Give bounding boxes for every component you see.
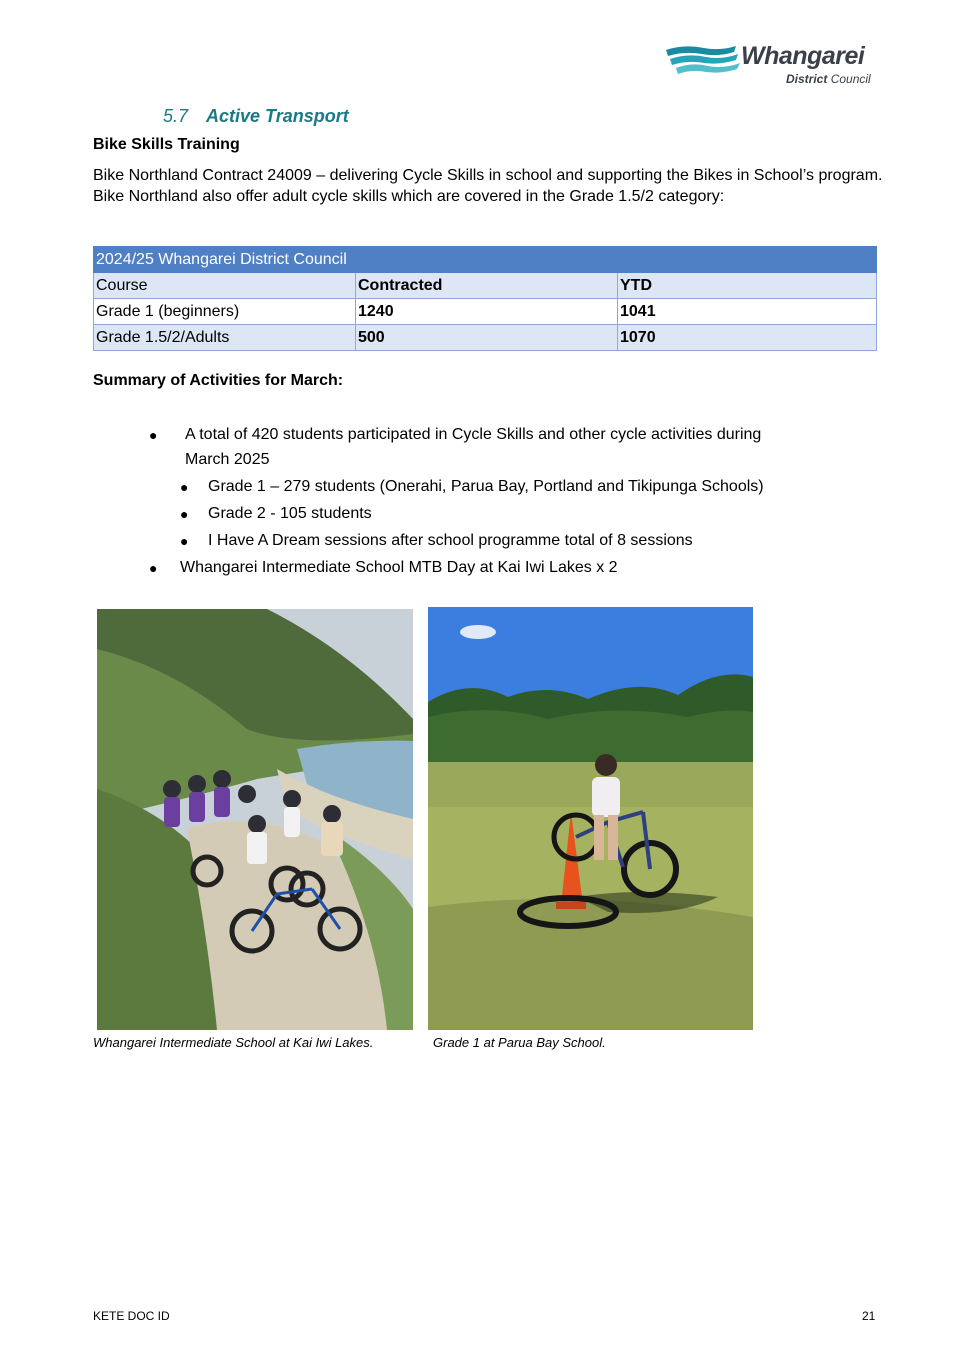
- photo-parua-bay: [428, 607, 753, 1030]
- bullet-icon: ●: [149, 427, 158, 443]
- council-logo: [664, 40, 884, 92]
- intro-paragraph: Bike Northland Contract 24009 – delivering Cycle Skills in school and supporting the Bikes in School’s program. Bike Northland also offer adult cycle skills which are covered in the Grade 1.5/2 category:: [93, 167, 883, 205]
- kai-iwi-lakes-illustration: [97, 609, 413, 1030]
- course-table: [93, 246, 877, 351]
- table-cell: Grade 1 (beginners): [94, 299, 356, 325]
- subheading: Bike Skills Training: [93, 136, 240, 153]
- summary-heading: Summary of Activities for March:: [93, 372, 344, 389]
- section-number: 5.7: [163, 106, 189, 126]
- list-subitem: Grade 1 – 279 students (Onerahi, Parua Bay, Portland and Tikipunga Schools): [208, 478, 764, 495]
- left-photo-caption: Whangarei Intermediate School at Kai Iwi Lakes.: [93, 1035, 374, 1050]
- table-cell: 1041: [618, 299, 877, 325]
- list-item: A total of 420 students participated in Cycle Skills and other cycle activities during: [185, 426, 762, 443]
- header-course: Course: [94, 273, 356, 299]
- logo-name: Whangarei: [741, 42, 865, 70]
- footer-doc-id: KETE DOC ID: [93, 1309, 170, 1323]
- logo-subtitle: District Council: [786, 72, 871, 86]
- table-cell: 1070: [618, 325, 877, 351]
- bullet-icon: ●: [180, 533, 189, 549]
- list-item-continuation: March 2025: [185, 451, 270, 468]
- parua-bay-illustration: [428, 607, 753, 1030]
- table-header-row: [94, 273, 877, 299]
- bullet-icon: ●: [180, 506, 189, 522]
- wave-logo-icon: [664, 42, 742, 78]
- section-heading: [163, 106, 349, 127]
- page-number: 21: [862, 1309, 876, 1323]
- list-item: Whangarei Intermediate School MTB Day at Kai Iwi Lakes x 2: [180, 559, 618, 576]
- section-title: Active Transport: [206, 106, 349, 126]
- table-row: [94, 299, 877, 325]
- table-title: 2024/25 Whangarei District Council: [94, 247, 877, 273]
- table-cell: 1240: [356, 299, 618, 325]
- table-title-row: [94, 247, 877, 273]
- table-row: [94, 325, 877, 351]
- list-subitem: Grade 2 - 105 students: [208, 505, 372, 522]
- header-contracted: Contracted: [356, 273, 618, 299]
- table-cell: Grade 1.5/2/Adults: [94, 325, 356, 351]
- bullet-icon: ●: [180, 479, 189, 495]
- header-ytd: YTD: [618, 273, 877, 299]
- list-subitem: I Have A Dream sessions after school programme total of 8 sessions: [208, 532, 693, 549]
- bullet-icon: ●: [149, 560, 158, 576]
- photo-kai-iwi-lakes: [97, 609, 413, 1030]
- table-cell: 500: [356, 325, 618, 351]
- right-photo-caption: Grade 1 at Parua Bay School.: [433, 1035, 606, 1050]
